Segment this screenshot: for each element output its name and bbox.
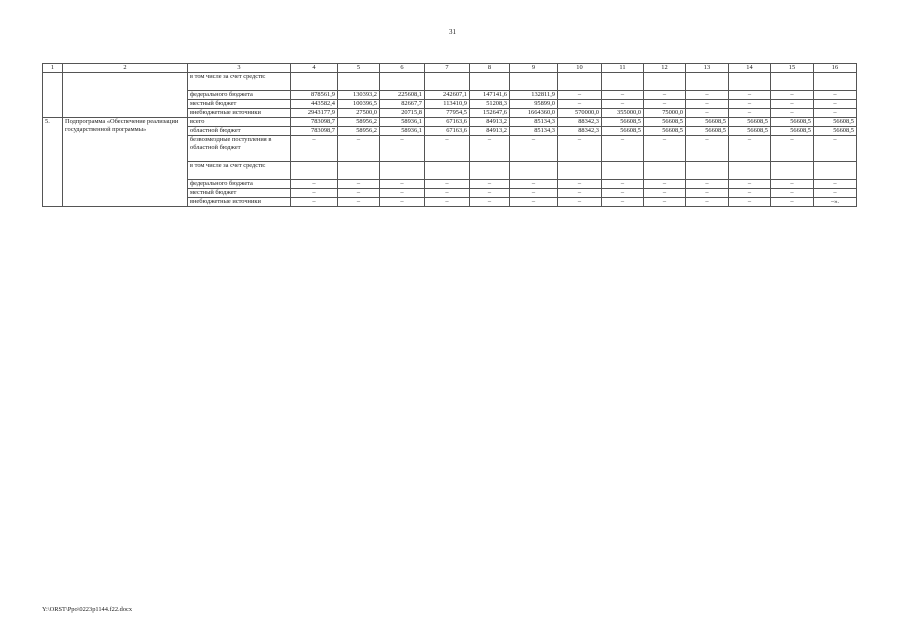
table-cell: 51208,3 <box>470 100 510 109</box>
table-cell: – <box>558 91 602 100</box>
table-cell <box>771 73 814 91</box>
table-cell: – <box>729 180 771 189</box>
table-cell: 58936,1 <box>380 118 425 127</box>
table-cell <box>510 162 558 180</box>
table-cell: – <box>644 100 686 109</box>
table-cell: – <box>470 180 510 189</box>
table-cell: 113410,9 <box>425 100 470 109</box>
table-cell <box>291 73 338 91</box>
table-cell: – <box>380 198 425 207</box>
table-cell <box>729 162 771 180</box>
table-cell: 58936,1 <box>380 127 425 136</box>
table-cell: 443582,4 <box>291 100 338 109</box>
table-cell: 75000,0 <box>644 109 686 118</box>
funding-source-label: в том числе за счет средств: <box>188 162 291 180</box>
table-cell: 77954,5 <box>425 109 470 118</box>
table-cell: – <box>644 91 686 100</box>
table-cell: 132811,9 <box>510 91 558 100</box>
table-cell: – <box>558 189 602 198</box>
column-header: 14 <box>729 64 771 73</box>
column-header: 10 <box>558 64 602 73</box>
table-cell <box>644 73 686 91</box>
table-cell: –». <box>814 198 857 207</box>
table-cell: – <box>644 189 686 198</box>
table-cell: – <box>380 180 425 189</box>
table-cell: – <box>338 136 380 162</box>
table-cell: – <box>470 189 510 198</box>
table-cell: 88342,3 <box>558 118 602 127</box>
table-cell: – <box>558 180 602 189</box>
table-cell: – <box>686 136 729 162</box>
table-cell: – <box>814 100 857 109</box>
column-header: 16 <box>814 64 857 73</box>
funding-source-label: внебюджетные источники <box>188 198 291 207</box>
column-header: 2 <box>63 64 188 73</box>
table-cell: – <box>425 198 470 207</box>
table-cell: – <box>558 100 602 109</box>
table-cell <box>814 73 857 91</box>
table-cell <box>425 162 470 180</box>
table-cell: 878561,9 <box>291 91 338 100</box>
table-cell: – <box>814 109 857 118</box>
table-cell <box>380 162 425 180</box>
table-cell: 56608,5 <box>814 127 857 136</box>
table-cell: – <box>814 91 857 100</box>
table-cell <box>425 73 470 91</box>
table-cell: – <box>338 180 380 189</box>
table-cell: – <box>425 189 470 198</box>
table-cell: – <box>814 136 857 162</box>
number-cell-empty <box>43 73 63 118</box>
table-cell: 95899,0 <box>510 100 558 109</box>
table-cell: – <box>338 198 380 207</box>
table-cell: – <box>425 180 470 189</box>
table-cell <box>470 162 510 180</box>
table-cell: 88342,3 <box>558 127 602 136</box>
column-header: 1 <box>43 64 63 73</box>
table-cell: – <box>602 180 644 189</box>
table-row <box>43 118 857 127</box>
table-cell: – <box>686 91 729 100</box>
table-cell: – <box>729 136 771 162</box>
table-cell <box>771 162 814 180</box>
table-cell: – <box>510 198 558 207</box>
table-cell: 56608,5 <box>771 118 814 127</box>
table-cell: 56608,5 <box>771 127 814 136</box>
column-header: 9 <box>510 64 558 73</box>
table-cell <box>291 162 338 180</box>
table-cell: 67163,6 <box>425 118 470 127</box>
table-cell: – <box>644 136 686 162</box>
column-header: 12 <box>644 64 686 73</box>
table-cell: – <box>729 91 771 100</box>
table-cell <box>686 162 729 180</box>
header-row <box>43 64 857 73</box>
table-cell: – <box>602 91 644 100</box>
table-cell: 783098,7 <box>291 118 338 127</box>
table-cell <box>729 73 771 91</box>
table-cell: – <box>771 198 814 207</box>
subprogram-number: 5. <box>43 118 63 207</box>
table-cell: – <box>291 198 338 207</box>
table-row <box>43 73 857 91</box>
table-cell: – <box>686 109 729 118</box>
table-cell: – <box>291 189 338 198</box>
column-header: 7 <box>425 64 470 73</box>
table-cell <box>558 162 602 180</box>
footer-file-path: Y:\ORST\Ppo\0223p1144.f22.docx <box>42 606 133 613</box>
table-cell: – <box>686 189 729 198</box>
table-cell: 82667,7 <box>380 100 425 109</box>
table-cell: 56608,5 <box>644 127 686 136</box>
funding-source-label: федерального бюджета <box>188 91 291 100</box>
column-header: 4 <box>291 64 338 73</box>
table-cell: – <box>291 180 338 189</box>
table-cell: – <box>771 189 814 198</box>
funding-source-label: безвозмездные поступления в областной бюджет <box>188 136 291 162</box>
table-cell: – <box>470 198 510 207</box>
table-cell: 20715,8 <box>380 109 425 118</box>
table-cell: 67163,6 <box>425 127 470 136</box>
table-cell: 56608,5 <box>644 118 686 127</box>
table-cell: 130393,2 <box>338 91 380 100</box>
table-cell: – <box>380 189 425 198</box>
table-cell: – <box>771 109 814 118</box>
table-cell: – <box>771 180 814 189</box>
column-header: 3 <box>188 64 291 73</box>
table-cell <box>686 73 729 91</box>
table-cell: – <box>510 180 558 189</box>
table-cell: – <box>558 198 602 207</box>
column-header: 8 <box>470 64 510 73</box>
table-cell <box>380 73 425 91</box>
subprogram-name: Подпрограмма «Обеспечение реализации государственной программы» <box>63 118 188 207</box>
table-cell: 570000,0 <box>558 109 602 118</box>
table-cell: – <box>771 136 814 162</box>
funding-source-label: федерального бюджета <box>188 180 291 189</box>
table-cell <box>338 73 380 91</box>
table-cell: 1664360,0 <box>510 109 558 118</box>
table-cell: 783098,7 <box>291 127 338 136</box>
table-cell: 355000,0 <box>602 109 644 118</box>
table-cell <box>602 73 644 91</box>
table-cell: – <box>425 136 470 162</box>
column-header: 6 <box>380 64 425 73</box>
column-header: 15 <box>771 64 814 73</box>
table-cell: – <box>686 100 729 109</box>
funding-source-label: местный бюджет <box>188 100 291 109</box>
table-cell: – <box>644 198 686 207</box>
column-header: 13 <box>686 64 729 73</box>
table-cell: – <box>686 180 729 189</box>
table-cell <box>470 73 510 91</box>
table-cell: – <box>558 136 602 162</box>
table-cell: – <box>814 189 857 198</box>
table-cell <box>602 162 644 180</box>
table-cell: 85134,3 <box>510 127 558 136</box>
table-cell: 84913,2 <box>470 118 510 127</box>
table-cell: 152647,6 <box>470 109 510 118</box>
table-cell: 147141,6 <box>470 91 510 100</box>
table-cell: 27500,0 <box>338 109 380 118</box>
funding-source-label: внебюджетные источники <box>188 109 291 118</box>
table-cell: – <box>291 136 338 162</box>
table-cell: – <box>644 180 686 189</box>
table-cell: 56608,5 <box>729 127 771 136</box>
table-cell: – <box>602 136 644 162</box>
table-cell: 56608,5 <box>814 118 857 127</box>
table-cell: – <box>771 100 814 109</box>
table-cell: – <box>729 109 771 118</box>
table-cell: – <box>771 91 814 100</box>
table-cell: 2943177,9 <box>291 109 338 118</box>
table-cell <box>510 73 558 91</box>
table-cell: 242607,1 <box>425 91 470 100</box>
table-cell: – <box>602 100 644 109</box>
table-cell: – <box>602 189 644 198</box>
funding-source-label: всего <box>188 118 291 127</box>
page-number: 31 <box>449 28 456 36</box>
table-cell: 85134,3 <box>510 118 558 127</box>
table-cell: – <box>470 136 510 162</box>
table-cell: – <box>510 136 558 162</box>
name-cell-empty <box>63 73 188 118</box>
funding-source-label: местный бюджет <box>188 189 291 198</box>
table-cell: – <box>338 189 380 198</box>
table-cell: 100396,5 <box>338 100 380 109</box>
table-cell: – <box>686 198 729 207</box>
column-header: 11 <box>602 64 644 73</box>
table-cell: 56608,5 <box>686 127 729 136</box>
table-cell: – <box>510 189 558 198</box>
funding-source-label: областной бюджет <box>188 127 291 136</box>
table-cell: 84913,2 <box>470 127 510 136</box>
table-cell: 58956,2 <box>338 118 380 127</box>
table-cell: 225608,1 <box>380 91 425 100</box>
table-cell: – <box>602 198 644 207</box>
table-cell <box>558 73 602 91</box>
table-cell: – <box>814 180 857 189</box>
table-cell: – <box>380 136 425 162</box>
table-cell: – <box>729 100 771 109</box>
budget-table <box>42 63 857 207</box>
table-cell <box>644 162 686 180</box>
table-cell: 58956,2 <box>338 127 380 136</box>
table-cell: – <box>729 198 771 207</box>
table-cell: 56608,5 <box>602 118 644 127</box>
table-cell: 56608,5 <box>686 118 729 127</box>
column-header: 5 <box>338 64 380 73</box>
table-cell: 56608,5 <box>729 118 771 127</box>
funding-source-label: в том числе за счет средств: <box>188 73 291 91</box>
table-cell <box>338 162 380 180</box>
table-cell: – <box>729 189 771 198</box>
table-cell: 56608,5 <box>602 127 644 136</box>
table-cell <box>814 162 857 180</box>
